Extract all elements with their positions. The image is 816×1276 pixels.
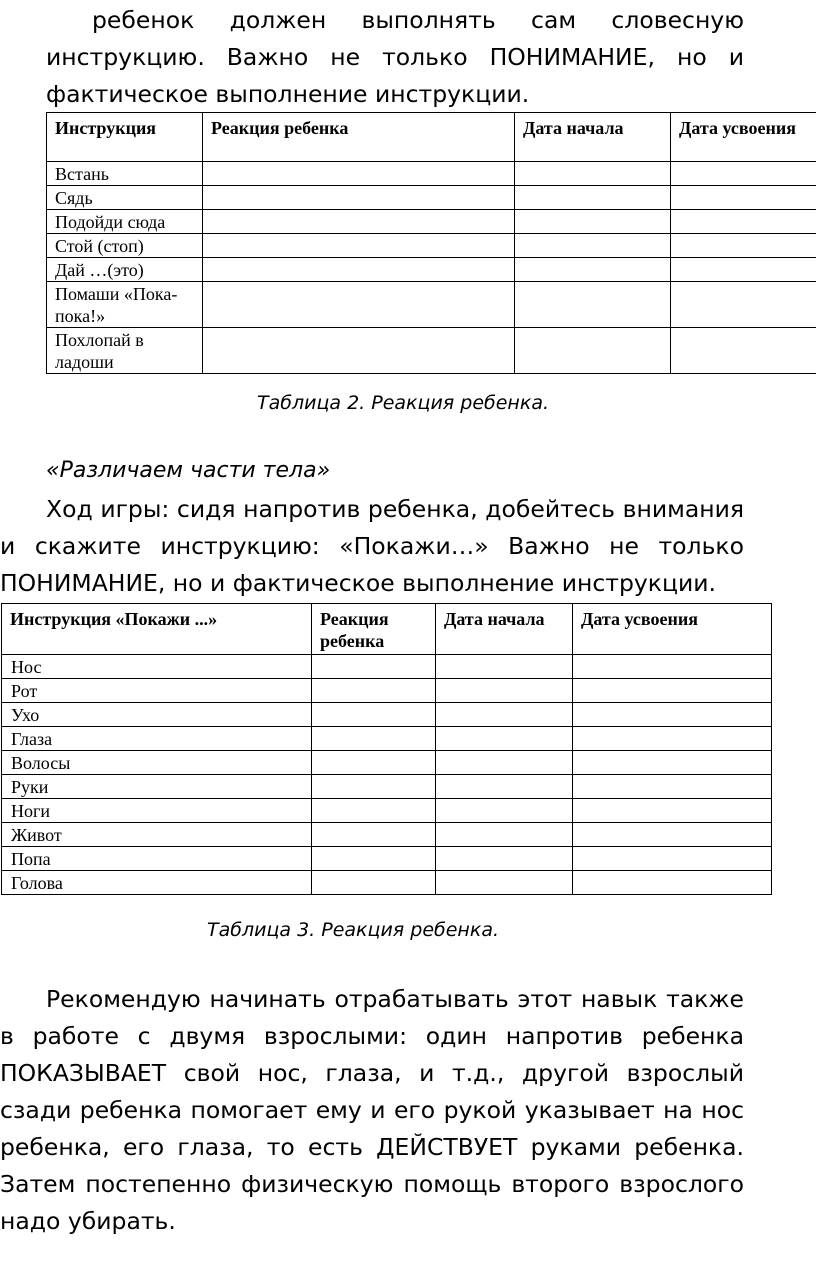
row-label: Сядь [47,186,203,210]
row-label: Глаза [2,727,312,751]
table-row [47,258,816,282]
row-label: Голова [2,871,312,895]
column-header: Дата начала [515,113,671,162]
table-cell [573,823,772,847]
table-row [2,847,772,871]
table-header-row [47,113,816,162]
table-row [47,162,816,186]
column-header: Реакция ребенка [203,113,515,162]
table-row [2,775,772,799]
row-label: Рот [2,679,312,703]
table-cell [671,328,816,374]
table-cell [671,210,816,234]
table-cell [312,775,436,799]
table-cell [436,823,573,847]
row-label: Ухо [2,703,312,727]
row-label: Встань [47,162,203,186]
table-row [47,328,816,374]
table-cell [573,679,772,703]
table-cell [515,234,671,258]
row-label: Дай …(это) [47,258,203,282]
table-cell [203,186,515,210]
table-cell [312,679,436,703]
table-cell [312,871,436,895]
table-cell [436,727,573,751]
table-caption: Таблица 3. Реакция ребенка. [207,919,499,941]
table-cell [312,703,436,727]
table-cell [203,258,515,282]
table-cell [312,799,436,823]
table-cell [573,727,772,751]
table-cell [515,162,671,186]
table-caption: Таблица 2. Реакция ребенка. [257,392,549,414]
table-row [2,799,772,823]
table-cell [671,186,816,210]
table-row [47,234,816,258]
column-header: Инструкция [47,113,203,162]
table-row [2,679,772,703]
intro-paragraph: ребенок должен выполнять сам словесную инструкцию. Важно не только ПОНИМАНИЕ, но и фактическое выполнение инструкции. [46,6,744,108]
table-cell [671,282,816,328]
instruction-table [46,112,816,374]
row-label: Попа [2,847,312,871]
table-cell [203,234,515,258]
table-cell [573,775,772,799]
table-cell [436,751,573,775]
table-cell [515,258,671,282]
table-row [2,823,772,847]
table-row [47,282,816,328]
table-row [2,871,772,895]
table-cell [203,328,515,374]
closing-paragraph: Рекомендую начинать отрабатывать этот навык также в работе с двумя взрослыми: один напротив ребенка ПОКАЗЫВАЕТ свой нос, глаза, и т.д., другой взрослый сзади ребенка помогает ему и его рукой указывает на нос ребенка, его глаза, то есть ДЕЙСТВУЕТ руками ребенка. Затем постепенно физическую помощь второго взрослого надо убирать. [0,985,744,1235]
row-label: Нос [2,655,312,679]
table-cell [312,823,436,847]
table-cell [515,186,671,210]
table-cell [671,162,816,186]
table-cell [436,679,573,703]
row-label: Похлопай в ладоши [47,328,203,374]
table-cell [203,162,515,186]
row-label: Волосы [2,751,312,775]
game-paragraph: Ход игры: сидя напротив ребенка, добейтесь внимания и скажите инструкцию: «Покажи…» Важно не только ПОНИМАНИЕ, но и фактическое выполнение инструкции. [0,495,744,597]
table-cell [436,703,573,727]
column-header: Дата усвоения [573,604,772,655]
table-cell [515,210,671,234]
table-cell [312,751,436,775]
row-label: Ноги [2,799,312,823]
row-label: Подойди сюда [47,210,203,234]
table-row [2,703,772,727]
table-cell [436,847,573,871]
table-cell [312,847,436,871]
table-cell [436,799,573,823]
table-cell [203,282,515,328]
game-title: «Различаем части тела» [46,458,331,483]
table-row [2,751,772,775]
table-cell [312,727,436,751]
table-row [47,186,816,210]
column-header: Дата усвоения [671,113,816,162]
table-cell [436,655,573,679]
table-cell [573,751,772,775]
body-parts-table [1,603,772,895]
column-header: Дата начала [436,604,573,655]
table-cell [671,234,816,258]
table-row [2,727,772,751]
table-row [47,210,816,234]
table-row [2,655,772,679]
table-cell [573,847,772,871]
table-cell [573,703,772,727]
table-cell [203,210,515,234]
table-cell [312,655,436,679]
table-cell [515,328,671,374]
column-header: Реакция ребенка [312,604,436,655]
row-label: Живот [2,823,312,847]
table-cell [573,799,772,823]
table-cell [573,655,772,679]
table-cell [515,282,671,328]
column-header: Инструкция «Покажи ...» [2,604,312,655]
table-cell [436,871,573,895]
row-label: Стой (стоп) [47,234,203,258]
row-label: Помаши «Пока-пока!» [47,282,203,328]
row-label: Руки [2,775,312,799]
table-header-row [2,604,772,655]
table-cell [573,871,772,895]
table-cell [671,258,816,282]
table-cell [436,775,573,799]
